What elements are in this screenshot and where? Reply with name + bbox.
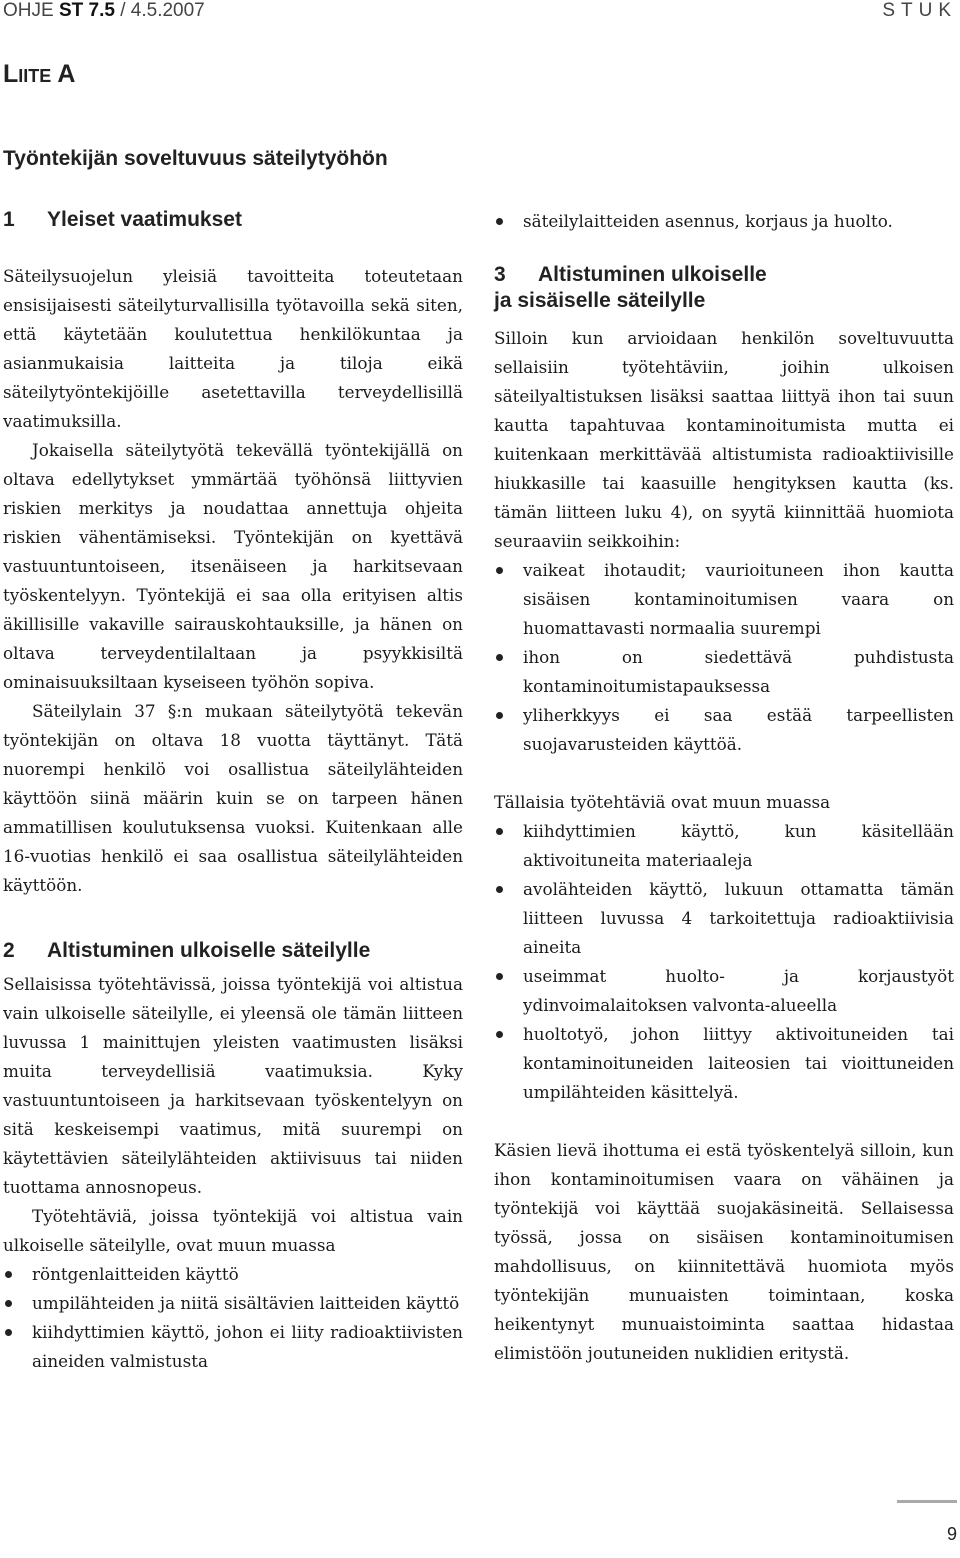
- section-heading-2: [3, 938, 463, 964]
- page-header: [3, 0, 957, 24]
- section-title: Altistuminen ulkoiselle: [538, 263, 767, 286]
- appendix-label: [3, 60, 75, 89]
- doc-type: OHJE: [3, 0, 54, 21]
- appendix-label-text: LIITE A: [3, 60, 76, 88]
- paragraph: Silloin kun arvioidaan henkilön soveltuvuutta sellaisiin työtehtäviin, joihin ulkoisen säteilyaltistuksen lisäksi saattaa liittyä ihon tai suun kautta tapahtuvaa kontaminoitumista mutta ei kuitenkaan merkittävää altistumista radioaktiivisille hiukkasille tai kaasuille hengityksen kautta (ks. tämän liitteen luku 4), on syytä kiinnittää huomiota seuraaviin seikkoihin:: [494, 328, 954, 551]
- paragraph: Säteilysuojelun yleisiä tavoitteita toteutetaan ensisijaisesti säteilyturvallisilla työtavoilla sekä siten, että käytetään koulutettua henkilökuntaa ja asianmukaisia laitteita ja tiloja eikä säteilytyöntekijöille asetettavilla terveydellisillä vaatimuksilla.: [3, 266, 463, 431]
- list-item: yliherkkyys ei saa estää tarpeellisten suojavarusteiden käyttöä.: [494, 701, 954, 759]
- section-title: Yleiset vaatimukset: [47, 208, 242, 231]
- list-item: avolähteiden käyttö, lukuun ottamatta tämän liitteen luvussa 4 tarkoitettuja radioaktiivisia aineita: [494, 875, 954, 962]
- section-title-continued: ja sisäiselle säteilylle: [494, 289, 706, 312]
- paragraph: Tällaisia työtehtäviä ovat muun muassa: [494, 792, 831, 812]
- bullet-list: [494, 817, 954, 1107]
- bullet-list: [494, 556, 954, 759]
- left-column: [3, 207, 463, 1376]
- section-number: 3: [494, 263, 506, 286]
- list-item: kiihdyttimien käyttö, kun käsitellään aktivoituneita materiaaleja: [494, 817, 954, 875]
- paragraph: Työtehtäviä, joissa työntekijä voi altistua vain ulkoiselle säteilylle, ovat muun muassa: [3, 1206, 463, 1255]
- bullet-list: [494, 207, 954, 236]
- list-item: röntgenlaitteiden käyttö: [3, 1260, 463, 1289]
- list-item: useimmat huolto- ja korjaustyöt ydinvoimalaitoksen valvonta-alueella: [494, 962, 954, 1020]
- section-number: 2: [3, 939, 15, 962]
- bullet-list: [3, 1260, 463, 1376]
- footer-rule: [897, 1500, 957, 1503]
- section-number: 1: [3, 208, 15, 231]
- document-title: Työntekijän soveltuvuus säteilytyöhön: [3, 147, 388, 170]
- paragraph: Käsien lievä ihottuma ei estä työskentelyä silloin, kun ihon kontaminoitumisen vaara on vähäinen ja työntekijä voi käyttää suojakäsineitä. Sellaisessa työssä, jossa on sisäisen kontaminoitumisen mahdollisuus, on kiinnitettävä huomiota myös työntekijän munuaisten toimintaan, koska heikentynyt munuaistoiminta saattaa hidastaa elimistöön joutuneiden nuklidien eritystä.: [494, 1140, 954, 1363]
- list-item: huoltotyö, johon liittyy aktivoituneiden tai kontaminoituneiden laiteosien tai vioittuneiden umpilähteiden käsittelyä.: [494, 1020, 954, 1107]
- doc-code: ST 7.5: [58, 0, 115, 21]
- paragraph: Jokaisella säteilytyötä tekevällä työntekijällä on oltava edellytykset ymmärtää työhönsä liittyvien riskien merkitys ja noudattaa annettuja ohjeita riskien vähentämiseksi. Työntekijän on kyettävä vastuuntuntoiseen, itsenäiseen ja harkitsevaan työskentelyyn. Työntekijä ei saa olla erityisen altis äkillisille vakaville sairauskohtauksille, ja hänen on oltava terveydentilaltaan ja psyykkisiltä ominaisuuksiltaan kyseiseen työhön sopiva.: [3, 440, 463, 692]
- list-item: säteilylaitteiden asennus, korjaus ja huolto.: [494, 207, 954, 236]
- paragraph: Sellaisissa työtehtävissä, joissa työntekijä voi altistua vain ulkoiselle säteilylle, ei yleensä ole tämän liitteen luvussa 1 mainittujen yleisten vaatimusten lisäksi muita terveydellisiä vaatimuksia. Kyky vastuuntuntoiseen ja harkitsevaan työskentelyyn on sitä keskeisempi vaatimus, mitä suurempi on käytettävien säteilylähteiden aktiivisuus tai niiden tuottama annosnopeus.: [3, 974, 463, 1197]
- right-column: [494, 207, 954, 1368]
- list-item: ihon on siedettävä puhdistusta kontaminoitumistapauksessa: [494, 643, 954, 701]
- section-heading-3: [494, 262, 954, 314]
- section-heading-1: [3, 207, 463, 233]
- list-item: umpilähteiden ja niitä sisältävien laitteiden käyttö: [3, 1289, 463, 1318]
- doc-reference: [3, 0, 205, 22]
- list-item: vaikeat ihotaudit; vaurioituneen ihon kautta sisäisen kontaminoitumisen vaara on huomattavasti normaalia suurempi: [494, 556, 954, 643]
- organization-name: STUK: [882, 0, 957, 21]
- paragraph: Säteilylain 37 §:n mukaan säteilytyötä tekevän työntekijän on oltava 18 vuotta täyttänyt. Tätä nuorempi henkilö voi osallistua säteilylähteiden käyttöön siinä määrin kuin se on tarpeen hänen ammatillisen koulutuksensa vuoksi. Kuitenkaan alle 16-vuotias henkilö ei saa osallistua säteilylähteiden käyttöön.: [3, 701, 463, 895]
- section-title: Altistuminen ulkoiselle säteilylle: [47, 939, 371, 962]
- doc-date: / 4.5.2007: [120, 0, 205, 21]
- list-item: kiihdyttimien käyttö, johon ei liity radioaktiivisten aineiden valmistusta: [3, 1318, 463, 1376]
- page-number: 9: [946, 1524, 957, 1544]
